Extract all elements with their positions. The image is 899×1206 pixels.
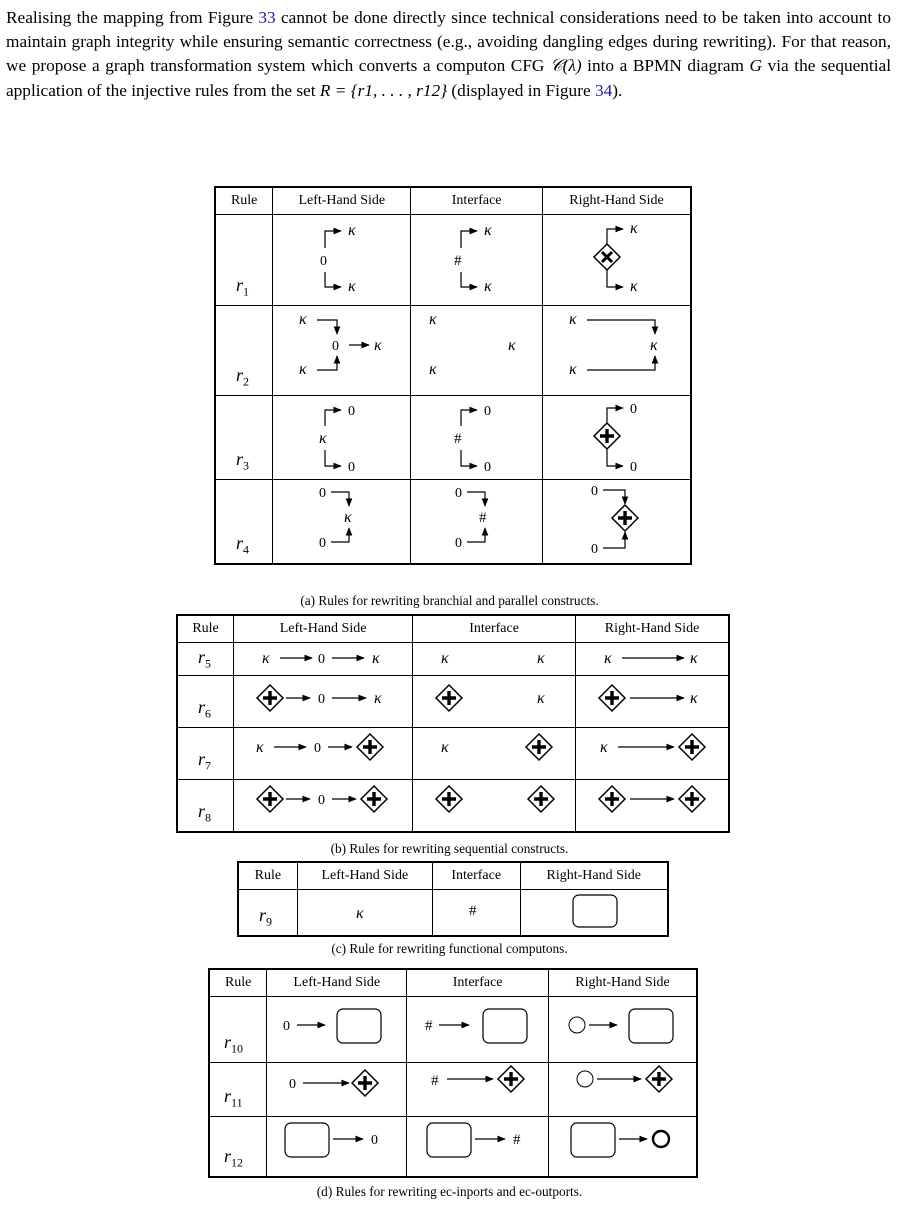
caption-c: (c) Rule for rewriting functional computons. — [331, 941, 568, 956]
svg-text:0: 0 — [484, 460, 492, 475]
svg-text:0: 0 — [455, 486, 463, 501]
rules-table-c — [237, 861, 669, 937]
r2-interface — [411, 306, 543, 396]
svg-text:κ: κ — [344, 509, 353, 526]
rule-label-r2: $r_2$ — [215, 306, 273, 396]
r5-rhs — [576, 643, 729, 676]
svg-text:κ: κ — [372, 650, 380, 667]
svg-text:0: 0 — [630, 460, 638, 475]
header-interface: Interface — [411, 187, 543, 215]
r1-rhs — [543, 215, 691, 306]
r4-rhs — [543, 480, 691, 565]
rule-label-r12: $r_{12}$ — [209, 1117, 267, 1178]
header-rule: Rule — [177, 615, 234, 643]
rule-label-r3: $r_3$ — [215, 396, 273, 480]
svg-text:#: # — [513, 1132, 521, 1148]
table-row — [215, 480, 691, 565]
r12-rhs — [549, 1117, 697, 1178]
svg-text:κ: κ — [319, 430, 328, 447]
rule-label-r1: $r_1$ — [215, 215, 273, 306]
task-box-icon — [483, 1009, 527, 1043]
svg-text:0: 0 — [332, 339, 340, 354]
start-event-icon — [569, 1017, 585, 1033]
header-lhs: Left-Hand Side — [273, 187, 411, 215]
svg-text:κ: κ — [690, 690, 698, 707]
svg-text:κ: κ — [630, 220, 638, 237]
svg-text:κ: κ — [604, 650, 612, 667]
r6-rhs — [576, 676, 729, 728]
table-row — [215, 396, 691, 480]
parallel-gateway-icon — [646, 1066, 672, 1092]
r6-interface — [413, 676, 576, 728]
parallel-gateway-icon — [594, 423, 620, 449]
parallel-gateway-icon — [612, 505, 638, 531]
svg-text:0: 0 — [348, 404, 356, 419]
rule-label-r5: $r_5$ — [177, 643, 234, 676]
svg-text:κ: κ — [429, 361, 437, 378]
parallel-gateway-icon — [352, 1070, 378, 1096]
rule-label-r7: $r_7$ — [177, 728, 234, 780]
r7-rhs — [576, 728, 729, 780]
r4-interface — [411, 480, 543, 565]
svg-text:κ: κ — [299, 361, 308, 378]
rule-label-r11: $r_{11}$ — [209, 1063, 267, 1117]
svg-text:κ: κ — [429, 311, 437, 328]
svg-text:κ: κ — [537, 690, 545, 707]
svg-text:κ: κ — [484, 278, 492, 295]
svg-text:#: # — [468, 903, 477, 919]
task-box-icon — [285, 1123, 329, 1157]
svg-text:0: 0 — [591, 542, 599, 557]
rules-table-a — [214, 186, 692, 565]
svg-text:κ: κ — [484, 222, 492, 239]
parallel-gateway-icon — [679, 734, 705, 760]
rules-table-d — [208, 968, 698, 1178]
r3-rhs — [543, 396, 691, 480]
svg-text:κ: κ — [299, 311, 308, 328]
r3-lhs — [273, 396, 411, 480]
svg-text:κ: κ — [690, 650, 698, 667]
table-row — [238, 890, 668, 937]
svg-text:κ: κ — [569, 311, 577, 328]
svg-text:κ: κ — [441, 739, 449, 756]
parallel-gateway-icon — [361, 786, 387, 812]
r11-lhs — [267, 1063, 407, 1117]
table-row — [209, 1063, 697, 1117]
rules-table-b — [176, 614, 730, 833]
r7-lhs — [234, 728, 413, 780]
body-paragraph: Realising the mapping from Figure 33 cannot be done directly since technical considerations need to be taken into account to maintain graph integrity while ensuring semantic correctness (e.g., avoiding dangling edges during rewriting). For that reason, we propose a graph transformation system which converts a computon CFG 𝒞(λ) into a BPMN diagram G via the sequential application of the injective rules from the set R = {r1, . . . , r12} (displayed in Figure 34). — [6, 8, 892, 100]
header-rule: Rule — [238, 862, 297, 890]
exclusive-gateway-icon — [594, 244, 620, 270]
table-row — [209, 1117, 697, 1178]
caption-b: (b) Rules for rewriting sequential constructs. — [330, 841, 569, 856]
parallel-gateway-icon — [528, 786, 554, 812]
r3-interface — [411, 396, 543, 480]
table-row — [177, 643, 729, 676]
svg-text:0: 0 — [283, 1019, 291, 1034]
table-row — [215, 215, 691, 306]
r1-lhs — [273, 215, 411, 306]
r6-lhs — [234, 676, 413, 728]
svg-text:0: 0 — [371, 1133, 379, 1148]
svg-text:0: 0 — [314, 741, 322, 756]
r10-lhs — [267, 997, 407, 1063]
r4-lhs — [273, 480, 411, 565]
task-box-icon — [571, 1123, 615, 1157]
task-box-icon — [337, 1009, 381, 1043]
header-lhs: Left-Hand Side — [297, 862, 432, 890]
r9-lhs — [297, 890, 432, 937]
header-interface: Interface — [407, 969, 549, 997]
rule-label-r4: $r_4$ — [215, 480, 273, 565]
svg-text:0: 0 — [320, 254, 328, 269]
parallel-gateway-icon — [257, 786, 283, 812]
parallel-gateway-icon — [357, 734, 383, 760]
svg-text:κ: κ — [650, 337, 658, 354]
svg-text:κ: κ — [569, 361, 577, 378]
table-row — [177, 780, 729, 833]
parallel-gateway-icon — [257, 685, 283, 711]
svg-text:0: 0 — [318, 652, 326, 667]
svg-text:0: 0 — [318, 692, 326, 707]
r10-rhs — [549, 997, 697, 1063]
figure-ref-33[interactable]: 33 — [258, 8, 276, 27]
table-row — [215, 306, 691, 396]
svg-text:#: # — [425, 1018, 433, 1034]
parallel-gateway-icon — [679, 786, 705, 812]
svg-text:κ: κ — [374, 690, 382, 707]
r2-lhs — [273, 306, 411, 396]
parallel-gateway-icon — [436, 685, 462, 711]
r9-rhs — [520, 890, 668, 937]
table-row — [209, 997, 697, 1063]
svg-text:0: 0 — [484, 404, 492, 419]
svg-text:κ: κ — [630, 278, 638, 295]
svg-text:κ: κ — [256, 739, 264, 756]
task-box-icon — [427, 1123, 471, 1157]
r10-interface — [407, 997, 549, 1063]
table-row — [177, 676, 729, 728]
r8-interface — [413, 780, 576, 833]
parallel-gateway-icon — [436, 786, 462, 812]
svg-text:κ: κ — [355, 905, 364, 922]
task-box-icon — [629, 1009, 673, 1043]
header-lhs: Left-Hand Side — [234, 615, 413, 643]
start-event-icon — [577, 1071, 593, 1087]
svg-text:κ: κ — [600, 739, 608, 756]
parallel-gateway-icon — [498, 1066, 524, 1092]
r5-interface — [413, 643, 576, 676]
svg-text:κ: κ — [262, 650, 270, 667]
svg-text:κ: κ — [374, 337, 383, 354]
rule-label-r8: $r_8$ — [177, 780, 234, 833]
r11-interface — [407, 1063, 549, 1117]
svg-text:0: 0 — [348, 460, 356, 475]
rule-label-r6: $r_6$ — [177, 676, 234, 728]
header-rhs: Right-Hand Side — [520, 862, 668, 890]
svg-text:0: 0 — [455, 536, 463, 551]
svg-text:#: # — [454, 253, 462, 269]
svg-text:κ: κ — [508, 337, 516, 354]
r12-interface — [407, 1117, 549, 1178]
header-interface: Interface — [413, 615, 576, 643]
svg-text:κ: κ — [348, 222, 357, 239]
task-box-icon — [573, 895, 617, 927]
svg-text:#: # — [431, 1073, 439, 1089]
r1-interface — [411, 215, 543, 306]
r11-rhs — [549, 1063, 697, 1117]
r9-interface — [432, 890, 520, 937]
header-rhs: Right-Hand Side — [549, 969, 697, 997]
r2-rhs — [543, 306, 691, 396]
r8-rhs — [576, 780, 729, 833]
rule-label-r9: $r_9$ — [238, 890, 297, 937]
header-rhs: Right-Hand Side — [543, 187, 691, 215]
rule-label-r10: $r_{10}$ — [209, 997, 267, 1063]
header-rule: Rule — [209, 969, 267, 997]
figure-ref-34[interactable]: 34 — [594, 80, 613, 100]
svg-text:0: 0 — [591, 484, 599, 499]
svg-text:0: 0 — [319, 486, 327, 501]
svg-text:0: 0 — [289, 1077, 297, 1092]
svg-text:κ: κ — [441, 650, 449, 667]
r12-lhs — [267, 1117, 407, 1178]
end-event-icon — [653, 1131, 669, 1147]
header-rule: Rule — [215, 187, 273, 215]
table-row — [177, 728, 729, 780]
svg-text:0: 0 — [319, 536, 327, 551]
svg-text:0: 0 — [318, 793, 326, 808]
caption-d: (d) Rules for rewriting ec-inports and ec-outports. — [316, 1184, 583, 1199]
caption-a: (a) Rules for rewriting branchial and parallel constructs. — [300, 593, 599, 608]
parallel-gateway-icon — [599, 685, 625, 711]
svg-text:κ: κ — [348, 278, 357, 295]
parallel-gateway-icon — [599, 786, 625, 812]
svg-text:#: # — [454, 431, 462, 447]
r8-lhs — [234, 780, 413, 833]
header-rhs: Right-Hand Side — [576, 615, 729, 643]
header-interface: Interface — [432, 862, 520, 890]
r5-lhs — [234, 643, 413, 676]
parallel-gateway-icon — [526, 734, 552, 760]
svg-text:κ: κ — [537, 650, 545, 667]
r7-interface — [413, 728, 576, 780]
header-lhs: Left-Hand Side — [267, 969, 407, 997]
svg-text:#: # — [479, 510, 487, 526]
svg-text:0: 0 — [630, 402, 638, 417]
